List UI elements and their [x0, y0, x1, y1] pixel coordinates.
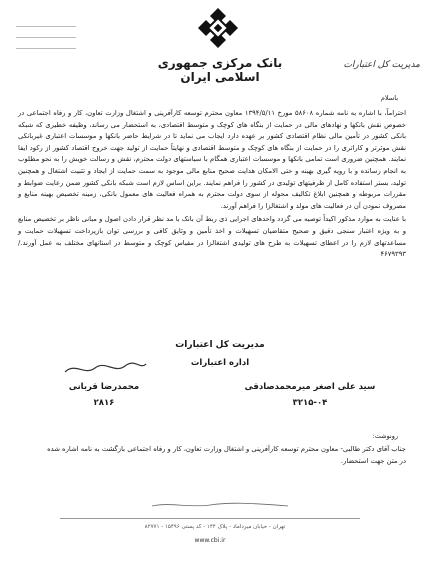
paragraph-1: احتراماً، با اشاره به نامه شماره ۵۸۶۰۸ مورخ ۱۳۹۴/۵/۱۱ معاون محترم توسعه کارآفرینی و اشتغال وزارت تعاون، کار و رفاه اجتماعی در خصوص نقش بانکها و نهادهای مالی در حمایت از بنگاه های کوچک و متوسط اقتصادی، به استحضار می رساند، وظیفه خطیری که شبکه بانکی کشور در تأمین مالی نظام اقتصادی کشور بر عهده دارد ایجاب می نماید تا در شرایط حاضر بانکها و موسسات اعتباری غیربانکی نقش موثرتر و کاراتری را در حمایت از بنگاه های کوچک و متوسط اقتصادی و نهایتاً حمایت از تولید جهت خروج اقتصاد کشور از رکود ایفا نمایند. همچنین ضروری است تمامی بانکها و موسسات اعتباری همگام با سیاستهای دولت محترم، نقش و رسالت خویش را به نحو مطلوب به انجام رسانده و با رویه گیری بهینه و حتی الامکان هدایت صحیح منابع مالی موجود به سمت حمایت از ایجاد و تثبیت اشتغال و همچنین تولید، بستر استفاده کامل از ظرفیتهای تولیدی در کشور را فراهم نمایند. براین اساس لازم است شبکه بانکی کشور ضمن رعایت ضوابط و مقررات مربوطه و همچنین ابلاغ تکالیف محوله از سوی دولت محترم به همراه فعالیت های معمول بانکی، زمینه تخصیص بهینه منابع و مصروف نمودن آن در فعالیت های مولد و اشتغالزا را فراهم آورند. [18, 109, 406, 210]
signature-office: اداره اعتبارات [190, 358, 250, 368]
footer-website-link[interactable]: www.cbi.ir [194, 537, 226, 544]
signatory-code-left: ۲۸۱۶ [93, 398, 115, 408]
footer-divider [60, 518, 360, 519]
signature-department: مدیریت کل اعتبارات [175, 340, 265, 350]
handwritten-note-icon [150, 500, 290, 510]
paragraph-2: با عنایت به موارد مذکور اکیداً توصیه می گردد واحدهای اجرایی ذی ربط آن بانک با مد نظر قرار دادن اصول و مبانی ناظر بر تخصیص منابع و به ویژه اعتبار سنجی دقیق و صحیح متقاضیان تسهیلات و اخذ تأمین و وثایق کافی و بررسی توان بازپرداخت تسهیلات حمایت و مساعدتهای لازم را در اعطای تسهیلات به طرح های تولیدی اشتغالزا در مقیاس کوچک و متوسط در استانهای مختلف به عمل آورند./ ۴۶۷۹۳۹۳ [18, 215, 406, 259]
bank-name: بانک مرکزی جمهوری اسلامی ایران [157, 56, 283, 84]
signatory-name-right: سید علی اصغر میرمحمدصادقی [244, 382, 376, 392]
handwritten-signature-icon [60, 360, 150, 378]
salutation: باسلام [380, 94, 398, 102]
footer-address: تهران - خیابان میرداماد - پلاک ۱۴۴ - کد پستی ۱۵۴۹۶ - ۸۲۷۷۱ [144, 524, 286, 530]
letter-body [18, 108, 406, 263]
cc-label: رونوشت: [372, 432, 398, 440]
cc-text: جناب آقای دکتر طالبی- معاون محترم توسعه کارآفرینی و اشتغال وزارت تعاون، کار و رفاه اجتماعی بازگشت به نامه اشاره شده در متن جهت استحضار. [47, 445, 406, 465]
signatory-name-left: محمدرضا قربانی [68, 382, 140, 392]
signatory-code-right: ۳۲۱۵-۰۴ [292, 398, 328, 408]
department-signature-script: مدیریت کل اعتبارات [343, 60, 420, 70]
letter-reference-lines [16, 26, 76, 59]
bank-logo-icon [196, 6, 240, 50]
